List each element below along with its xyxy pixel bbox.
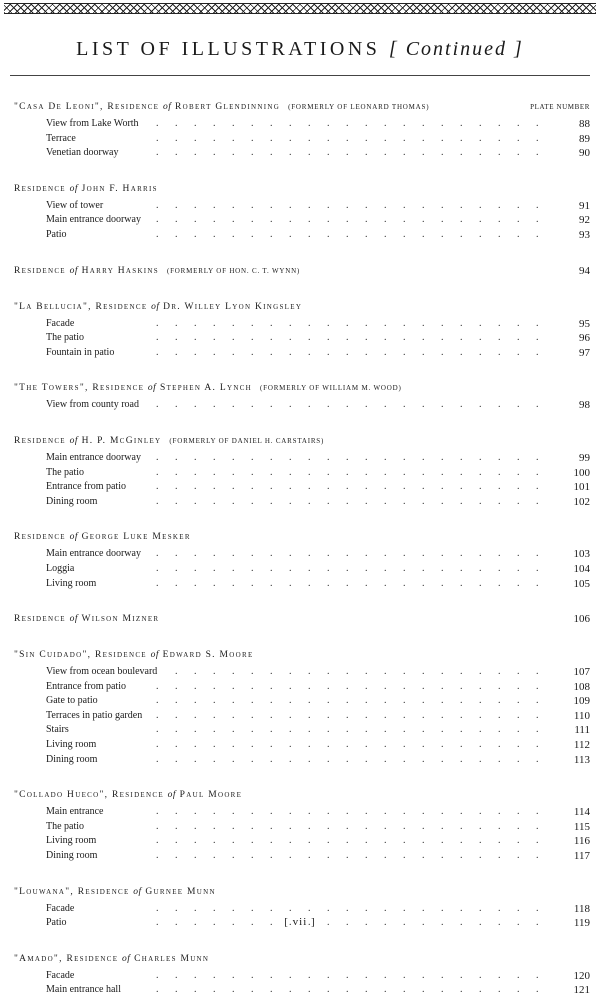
illustration-title: Venetian doorway bbox=[46, 147, 122, 158]
dot-leader bbox=[156, 723, 540, 738]
residence-header bbox=[14, 647, 594, 663]
list-item bbox=[46, 495, 594, 510]
list-item bbox=[46, 820, 594, 835]
former-owner-note: (FORMERLY OF DANIEL H. CARSTAIRS) bbox=[169, 436, 325, 445]
plate-number: 107 bbox=[573, 666, 590, 679]
illustration-title: Dining room bbox=[46, 850, 101, 861]
residence-word: Residence bbox=[14, 265, 66, 276]
plate-number: 100 bbox=[573, 466, 590, 479]
illustration-title: Living room bbox=[46, 578, 100, 589]
list-item bbox=[46, 709, 594, 724]
list-item bbox=[46, 665, 594, 680]
residence-section bbox=[14, 181, 594, 243]
of-word: of bbox=[122, 953, 131, 964]
plate-number: 104 bbox=[573, 562, 590, 575]
illustration-title: Dining room bbox=[46, 754, 101, 765]
dot-leader bbox=[156, 451, 540, 466]
of-word: of bbox=[151, 301, 160, 312]
dot-leader bbox=[156, 346, 540, 361]
owner-name: Gurnee Munn bbox=[145, 886, 216, 897]
illustration-title: View of tower bbox=[46, 200, 107, 211]
residence-word: Residence bbox=[92, 383, 145, 394]
residence-word: Residence bbox=[14, 435, 66, 446]
illustration-title: Patio bbox=[46, 229, 71, 240]
section-gap bbox=[14, 627, 594, 647]
plate-number: 91 bbox=[579, 199, 590, 212]
list-item bbox=[46, 849, 594, 864]
residence-section bbox=[14, 263, 594, 279]
residence-section bbox=[14, 647, 594, 767]
illustration-title: Facade bbox=[46, 903, 78, 914]
dot-leader bbox=[156, 820, 540, 835]
illustration-title: Entrance from patio bbox=[46, 681, 130, 692]
dot-leader bbox=[156, 146, 540, 161]
plate-number: 105 bbox=[573, 577, 590, 590]
section-gap bbox=[14, 279, 594, 299]
list-item bbox=[46, 562, 594, 577]
list-item bbox=[46, 547, 594, 562]
house-name: "Sin Cuidado", bbox=[14, 650, 92, 661]
residence-header bbox=[14, 299, 594, 315]
plate-number: 110 bbox=[573, 709, 590, 722]
illustration-title: Main entrance bbox=[46, 806, 107, 817]
illustration-title: The patio bbox=[46, 821, 88, 832]
former-owner-note: (FORMERLY OF WILLIAM M. WOOD) bbox=[260, 384, 402, 393]
residence-word: Residence bbox=[66, 953, 119, 964]
illustration-title: Gate to patio bbox=[46, 695, 102, 706]
illustration-title: The patio bbox=[46, 332, 88, 343]
plate-number: 116 bbox=[573, 835, 590, 848]
plate-number: 119 bbox=[573, 917, 590, 930]
house-name: "The Towers", bbox=[14, 383, 89, 394]
owner-name: Wilson Mizner bbox=[81, 614, 160, 625]
dot-leader bbox=[156, 738, 540, 753]
owner-name: John F. Harris bbox=[81, 183, 158, 194]
former-owner-note: (FORMERLY OF HON. C. T. WYNN) bbox=[166, 266, 301, 275]
list-item bbox=[46, 398, 594, 413]
list-item bbox=[46, 228, 594, 243]
dot-leader bbox=[156, 665, 540, 680]
list-item bbox=[46, 969, 594, 984]
illustration-title: Living room bbox=[46, 739, 100, 750]
plate-number: 120 bbox=[573, 969, 590, 982]
illustration-title: Main entrance doorway bbox=[46, 548, 145, 559]
list-item bbox=[46, 723, 594, 738]
of-word: of bbox=[69, 435, 78, 446]
section-gap bbox=[14, 931, 594, 951]
residence-section bbox=[14, 299, 594, 361]
list-item bbox=[46, 902, 594, 917]
section-gap bbox=[14, 161, 594, 181]
illustration-title: Dining room bbox=[46, 496, 101, 507]
residence-section bbox=[14, 611, 594, 627]
residence-section bbox=[14, 99, 594, 161]
residence-word: Residence bbox=[14, 532, 66, 543]
list-item bbox=[46, 805, 594, 820]
plate-number: 94 bbox=[579, 264, 590, 277]
of-word: of bbox=[167, 790, 176, 801]
plate-number: 118 bbox=[573, 902, 590, 915]
house-name: "Louwana", bbox=[14, 886, 75, 897]
illustration-title: Terraces in patio garden bbox=[46, 710, 146, 721]
residence-section bbox=[14, 951, 594, 998]
residence-word: Residence bbox=[95, 301, 148, 312]
house-name: "Collado Hueco", bbox=[14, 790, 109, 801]
plate-number: 89 bbox=[579, 132, 590, 145]
illustration-title: Facade bbox=[46, 318, 78, 329]
plate-number: 102 bbox=[573, 495, 590, 508]
plate-number: 90 bbox=[579, 147, 590, 160]
illustration-title: Terrace bbox=[46, 133, 80, 144]
illustration-title: View from Lake Worth bbox=[46, 118, 143, 129]
dot-leader bbox=[156, 398, 540, 413]
owner-name: George Luke Mesker bbox=[81, 532, 191, 543]
plate-number: 101 bbox=[573, 481, 590, 494]
list-item bbox=[46, 834, 594, 849]
owner-name: Paul Moore bbox=[179, 790, 243, 801]
residence-word: Residence bbox=[14, 183, 66, 194]
dot-leader bbox=[156, 117, 540, 132]
of-word: of bbox=[133, 886, 142, 897]
owner-name: Dr. Willey Lyon Kingsley bbox=[163, 301, 303, 312]
residence-header bbox=[14, 529, 594, 545]
list-item bbox=[46, 346, 594, 361]
illustration-title: Fountain in patio bbox=[46, 347, 118, 358]
plate-number: 98 bbox=[579, 399, 590, 412]
illustrations-list bbox=[14, 99, 594, 998]
section-gap bbox=[14, 864, 594, 884]
dot-leader bbox=[156, 969, 540, 984]
plate-number: 113 bbox=[573, 753, 590, 766]
section-gap bbox=[14, 413, 594, 433]
section-gap bbox=[14, 591, 594, 611]
residence-header bbox=[14, 951, 594, 967]
owner-name: Stephen A. Lynch bbox=[160, 383, 253, 394]
list-item bbox=[46, 451, 594, 466]
list-item bbox=[46, 577, 594, 592]
dot-leader bbox=[156, 577, 540, 592]
illustration-title: View from ocean boulevard bbox=[46, 666, 161, 677]
list-item bbox=[46, 753, 594, 768]
dot-leader bbox=[156, 547, 540, 562]
house-name: "Amado", bbox=[14, 953, 63, 964]
dot-leader bbox=[156, 694, 540, 709]
illustration-title: Loggia bbox=[46, 563, 78, 574]
residence-word: Residence bbox=[95, 650, 147, 661]
residence-header bbox=[14, 99, 594, 115]
dot-leader bbox=[156, 709, 540, 724]
residence-header bbox=[14, 433, 594, 449]
of-word: of bbox=[69, 532, 78, 543]
list-item bbox=[46, 146, 594, 161]
dot-leader bbox=[156, 902, 540, 917]
of-word: of bbox=[69, 183, 78, 194]
residence-word: Residence bbox=[107, 102, 160, 112]
dot-leader bbox=[156, 480, 540, 495]
list-item bbox=[46, 331, 594, 346]
list-item bbox=[46, 680, 594, 695]
dot-leader bbox=[156, 331, 540, 346]
dot-leader bbox=[156, 495, 540, 510]
house-name: "La Bellucia", bbox=[14, 301, 92, 312]
plate-number: 103 bbox=[573, 548, 590, 561]
residence-section bbox=[14, 380, 594, 413]
dot-leader bbox=[156, 834, 540, 849]
residence-section bbox=[14, 787, 594, 863]
owner-name: H. P. McGinley bbox=[81, 435, 162, 446]
house-name: "Casa De Leoni", bbox=[14, 102, 104, 112]
plate-number: 96 bbox=[579, 332, 590, 345]
plate-number: 92 bbox=[579, 214, 590, 227]
dot-leader bbox=[156, 317, 540, 332]
owner-name: Harry Haskins bbox=[81, 265, 159, 276]
owner-name: Edward S. Moore bbox=[162, 650, 254, 661]
dot-leader bbox=[156, 680, 540, 695]
page-title-main: LIST OF ILLUSTRATIONS bbox=[76, 38, 381, 60]
section-gap bbox=[14, 360, 594, 380]
plate-number: 117 bbox=[573, 850, 590, 863]
page-title bbox=[0, 38, 600, 61]
page-title-continued: [ Continued ] bbox=[388, 38, 524, 60]
residence-header bbox=[14, 181, 594, 197]
list-item bbox=[46, 199, 594, 214]
dot-leader bbox=[156, 132, 540, 147]
plate-number: 112 bbox=[573, 739, 590, 752]
residence-word: Residence bbox=[77, 886, 130, 897]
of-word: of bbox=[150, 650, 159, 661]
residence-header bbox=[14, 380, 594, 396]
dot-leader bbox=[156, 213, 540, 228]
illustration-title: Main entrance doorway bbox=[46, 214, 145, 225]
dot-leader bbox=[156, 562, 540, 577]
of-word: of bbox=[69, 265, 78, 276]
illustration-title: Main entrance doorway bbox=[46, 452, 145, 463]
plate-number: 88 bbox=[579, 118, 590, 130]
list-item bbox=[46, 983, 594, 998]
of-word: of bbox=[69, 614, 78, 625]
list-item bbox=[46, 466, 594, 481]
residence-word: Residence bbox=[112, 790, 164, 801]
list-item bbox=[46, 480, 594, 495]
plate-number: 115 bbox=[573, 820, 590, 833]
plate-number: 97 bbox=[579, 346, 590, 359]
dot-leader bbox=[156, 849, 540, 864]
list-item bbox=[46, 738, 594, 753]
illustration-title: Living room bbox=[46, 835, 100, 846]
list-item bbox=[46, 317, 594, 332]
residence-section bbox=[14, 529, 594, 591]
owner-name: Robert Glendinning bbox=[175, 102, 281, 112]
dot-leader bbox=[156, 983, 540, 998]
illustration-title: Main entrance hall bbox=[46, 984, 125, 995]
section-gap bbox=[14, 767, 594, 787]
plate-number: 99 bbox=[579, 451, 590, 464]
illustration-title: Entrance from patio bbox=[46, 481, 130, 492]
list-item bbox=[46, 117, 594, 132]
plate-number: 95 bbox=[579, 317, 590, 330]
plate-number: 121 bbox=[573, 984, 590, 997]
section-gap bbox=[14, 243, 594, 263]
dot-leader bbox=[156, 466, 540, 481]
former-owner-note: (FORMERLY OF LEONARD THOMAS) bbox=[288, 103, 430, 111]
dot-leader bbox=[156, 199, 540, 214]
plate-number: 108 bbox=[573, 680, 590, 693]
page-number: [ vii ] bbox=[284, 916, 316, 928]
residence-header bbox=[14, 611, 594, 627]
illustration-title: View from county road bbox=[46, 399, 143, 410]
of-word: of bbox=[162, 102, 172, 112]
illustration-title: Facade bbox=[46, 970, 78, 981]
residence-header bbox=[14, 787, 594, 803]
owner-name: Charles Munn bbox=[134, 953, 210, 964]
illustration-title: The patio bbox=[46, 467, 88, 478]
illustration-title: Patio bbox=[46, 917, 71, 928]
illustration-title: Stairs bbox=[46, 724, 73, 735]
plate-number: 109 bbox=[573, 695, 590, 708]
title-rule bbox=[10, 75, 590, 76]
list-item bbox=[46, 213, 594, 228]
residence-section bbox=[14, 433, 594, 509]
dot-leader bbox=[156, 228, 540, 243]
residence-header bbox=[14, 263, 594, 279]
plate-number: 93 bbox=[579, 228, 590, 241]
residence-header bbox=[14, 884, 594, 900]
list-item bbox=[46, 694, 594, 709]
plate-number-column-label: PLATE NUMBER bbox=[530, 103, 590, 111]
plate-number: 114 bbox=[573, 806, 590, 819]
section-gap bbox=[14, 509, 594, 529]
dot-leader bbox=[156, 805, 540, 820]
list-item bbox=[46, 132, 594, 147]
plate-number: 106 bbox=[573, 613, 590, 626]
decorative-border bbox=[4, 3, 596, 14]
dot-leader bbox=[156, 753, 540, 768]
of-word: of bbox=[147, 383, 157, 394]
residence-word: Residence bbox=[14, 614, 66, 625]
plate-number: 111 bbox=[574, 724, 590, 737]
